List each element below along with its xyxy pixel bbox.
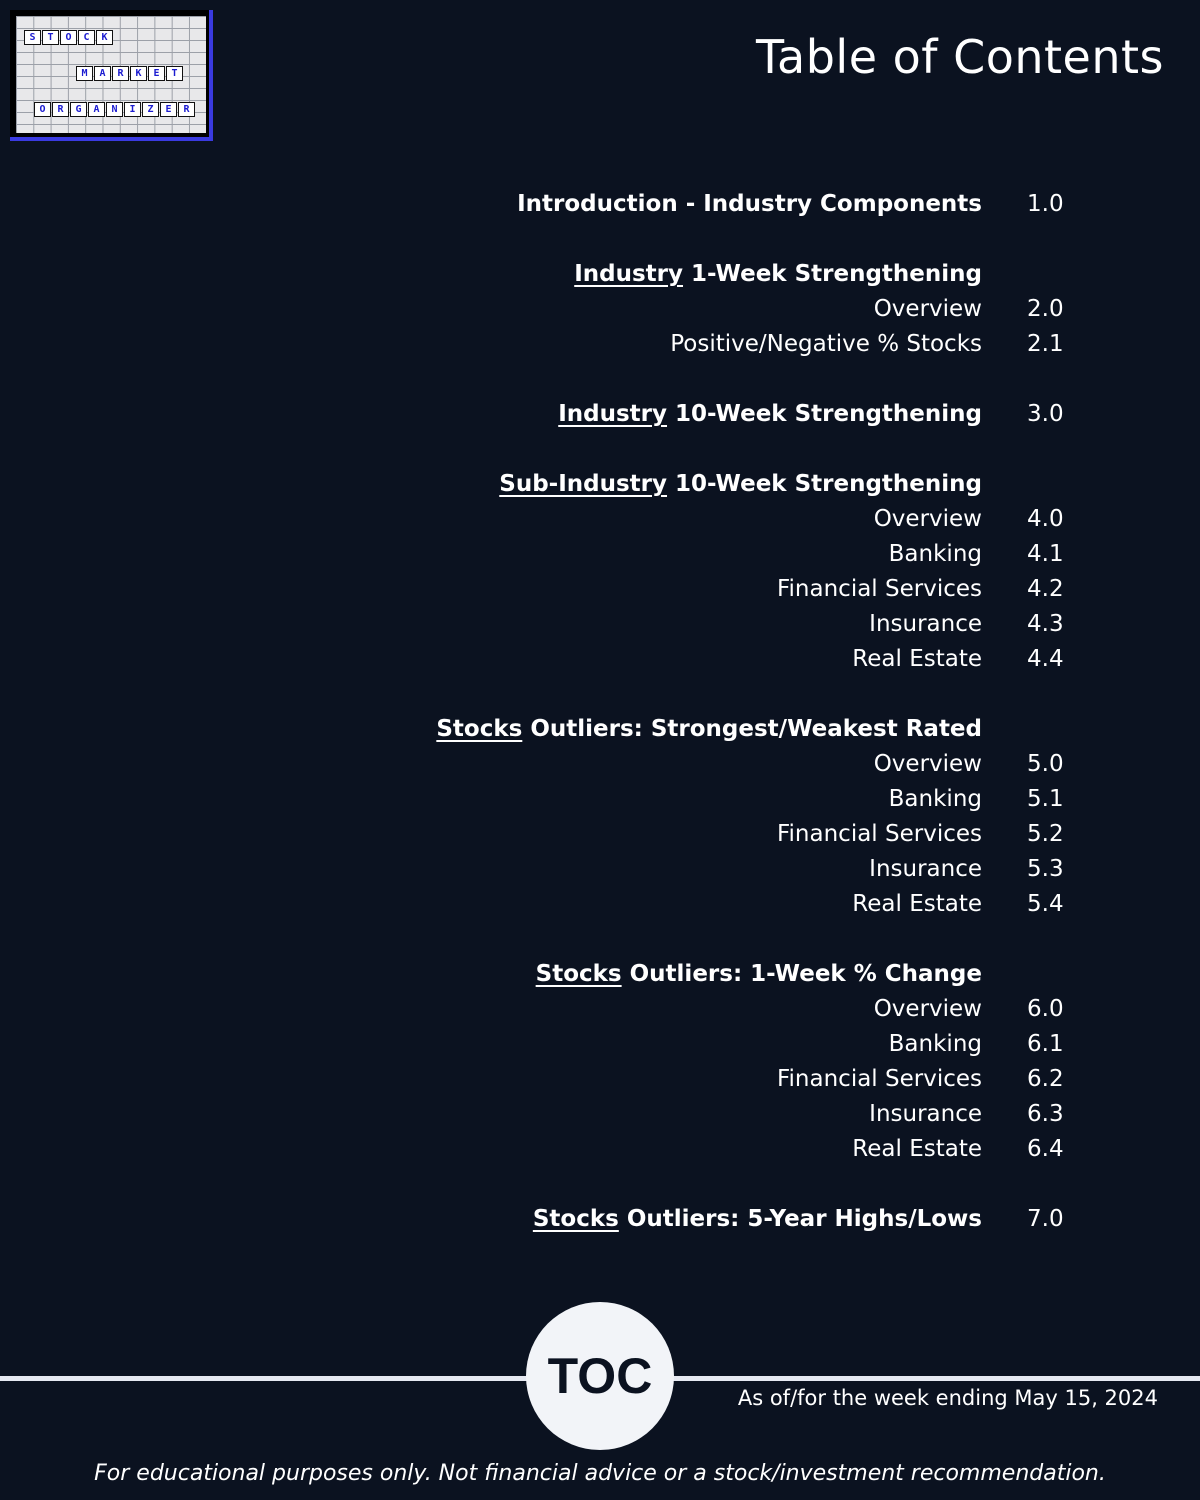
toc-page-number: 6.0 bbox=[1027, 996, 1064, 1022]
toc-heading[interactable] bbox=[0, 712, 1200, 747]
toc-page-number: 6.4 bbox=[1027, 1136, 1064, 1162]
logo bbox=[10, 10, 213, 141]
logo-word-organizer bbox=[34, 102, 195, 117]
toc-page-number: 4.4 bbox=[1027, 646, 1064, 672]
toc-heading-underlined: Stocks bbox=[535, 961, 622, 987]
toc-page-number: 5.1 bbox=[1027, 786, 1064, 812]
toc-item[interactable] bbox=[0, 607, 1200, 642]
page-title: Table of Contents bbox=[756, 30, 1164, 84]
toc-page-number: 3.0 bbox=[1027, 401, 1064, 427]
toc-page-number: 1.0 bbox=[1027, 191, 1064, 217]
logo-word-market bbox=[76, 66, 183, 81]
toc-heading-underlined: Stocks bbox=[436, 716, 523, 742]
toc-label: Overview bbox=[873, 996, 982, 1022]
logo-letter: N bbox=[106, 102, 123, 117]
toc-label: Insurance bbox=[869, 1101, 982, 1127]
logo-word-stock bbox=[24, 30, 113, 45]
logo-letter: A bbox=[94, 66, 111, 81]
logo-letter: S bbox=[24, 30, 41, 45]
toc-page-number: 6.1 bbox=[1027, 1031, 1064, 1057]
toc-label bbox=[436, 712, 982, 747]
toc-item[interactable] bbox=[0, 292, 1200, 327]
toc-page-number: 2.0 bbox=[1027, 296, 1064, 322]
toc-label: Overview bbox=[873, 506, 982, 532]
logo-letter: O bbox=[60, 30, 77, 45]
toc-label: Insurance bbox=[869, 611, 982, 637]
toc-page-number: 5.0 bbox=[1027, 751, 1064, 777]
toc-label: Overview bbox=[873, 751, 982, 777]
toc-label: Banking bbox=[888, 541, 982, 567]
toc-page-number: 5.2 bbox=[1027, 821, 1064, 847]
logo-letter: Z bbox=[142, 102, 159, 117]
toc-item[interactable] bbox=[0, 782, 1200, 817]
toc-label: Overview bbox=[873, 296, 982, 322]
toc-heading-text: Outliers: 5-Year Highs/Lows bbox=[618, 1206, 982, 1232]
toc-label bbox=[533, 1202, 982, 1237]
toc-label bbox=[499, 467, 982, 502]
toc-heading-text: 10-Week Strengthening bbox=[667, 401, 982, 427]
toc-item[interactable] bbox=[0, 1132, 1200, 1167]
logo-letter: E bbox=[160, 102, 177, 117]
logo-letter: R bbox=[178, 102, 195, 117]
toc-heading-text: 10-Week Strengthening bbox=[667, 471, 982, 497]
toc-label: Banking bbox=[888, 1031, 982, 1057]
toc-item[interactable] bbox=[0, 537, 1200, 572]
toc-label: Financial Services bbox=[776, 821, 982, 847]
logo-letter: I bbox=[124, 102, 141, 117]
toc-label: Real Estate bbox=[852, 1136, 982, 1162]
toc-label: Banking bbox=[888, 786, 982, 812]
toc-page-number: 4.0 bbox=[1027, 506, 1064, 532]
toc-label: Insurance bbox=[869, 856, 982, 882]
toc-item[interactable] bbox=[0, 327, 1200, 362]
toc-label: Financial Services bbox=[776, 576, 982, 602]
toc-item[interactable] bbox=[0, 747, 1200, 782]
toc-label: Financial Services bbox=[776, 1066, 982, 1092]
logo-letter: K bbox=[96, 30, 113, 45]
logo-letter: R bbox=[112, 66, 129, 81]
toc-heading[interactable] bbox=[0, 467, 1200, 502]
toc-item[interactable] bbox=[0, 817, 1200, 852]
toc-item[interactable] bbox=[0, 887, 1200, 922]
toc-heading-text: Introduction - Industry Components bbox=[517, 191, 982, 217]
toc-label: Real Estate bbox=[852, 646, 982, 672]
toc-page-number: 5.4 bbox=[1027, 891, 1064, 917]
toc-page-number: 4.2 bbox=[1027, 576, 1064, 602]
toc-page-number: 6.3 bbox=[1027, 1101, 1064, 1127]
toc-heading-text: Outliers: 1-Week % Change bbox=[621, 961, 982, 987]
toc-page-number: 5.3 bbox=[1027, 856, 1064, 882]
disclaimer: For educational purposes only. Not financial advice or a stock/investment recommendation. bbox=[94, 1461, 1106, 1486]
toc-page-number: 6.2 bbox=[1027, 1066, 1064, 1092]
toc-heading-underlined: Industry bbox=[558, 401, 668, 427]
toc-item[interactable] bbox=[0, 1097, 1200, 1132]
toc-heading-underlined: Industry bbox=[574, 261, 684, 287]
logo-letter: R bbox=[52, 102, 69, 117]
toc-page-number: 4.1 bbox=[1027, 541, 1064, 567]
toc-label: Positive/Negative % Stocks bbox=[670, 331, 982, 357]
logo-letter: T bbox=[42, 30, 59, 45]
toc-item[interactable] bbox=[0, 502, 1200, 537]
toc-label: Real Estate bbox=[852, 891, 982, 917]
as-of-date: As of/for the week ending May 15, 2024 bbox=[737, 1386, 1158, 1410]
toc-label bbox=[574, 257, 982, 292]
logo-letter: M bbox=[76, 66, 93, 81]
toc-heading-underlined: Sub-Industry bbox=[499, 471, 668, 497]
toc-label bbox=[536, 957, 982, 992]
toc-heading-text: Outliers: Strongest/Weakest Rated bbox=[522, 716, 982, 742]
logo-letter: C bbox=[78, 30, 95, 45]
toc-heading[interactable] bbox=[0, 1202, 1200, 1237]
logo-letter: T bbox=[166, 66, 183, 81]
logo-letter: O bbox=[34, 102, 51, 117]
toc-heading-underlined: Stocks bbox=[532, 1206, 619, 1232]
toc-heading[interactable] bbox=[0, 957, 1200, 992]
toc-item[interactable] bbox=[0, 1062, 1200, 1097]
toc-heading[interactable] bbox=[0, 397, 1200, 432]
logo-letter: K bbox=[130, 66, 147, 81]
toc-page-number: 4.3 bbox=[1027, 611, 1064, 637]
toc-item[interactable] bbox=[0, 992, 1200, 1027]
toc-heading-text: 1-Week Strengthening bbox=[683, 261, 982, 287]
toc-label bbox=[558, 397, 982, 432]
toc-page-number: 7.0 bbox=[1027, 1206, 1064, 1232]
toc-item[interactable] bbox=[0, 852, 1200, 887]
toc-label bbox=[517, 187, 982, 222]
toc-item[interactable] bbox=[0, 1027, 1200, 1062]
logo-letter: A bbox=[88, 102, 105, 117]
logo-letter: E bbox=[148, 66, 165, 81]
toc-item[interactable] bbox=[0, 572, 1200, 607]
toc-badge: TOC bbox=[526, 1302, 674, 1450]
toc-heading[interactable] bbox=[0, 187, 1200, 222]
toc-item[interactable] bbox=[0, 642, 1200, 677]
logo-letter: G bbox=[70, 102, 87, 117]
toc-heading[interactable] bbox=[0, 257, 1200, 292]
toc-page-number: 2.1 bbox=[1027, 331, 1064, 357]
